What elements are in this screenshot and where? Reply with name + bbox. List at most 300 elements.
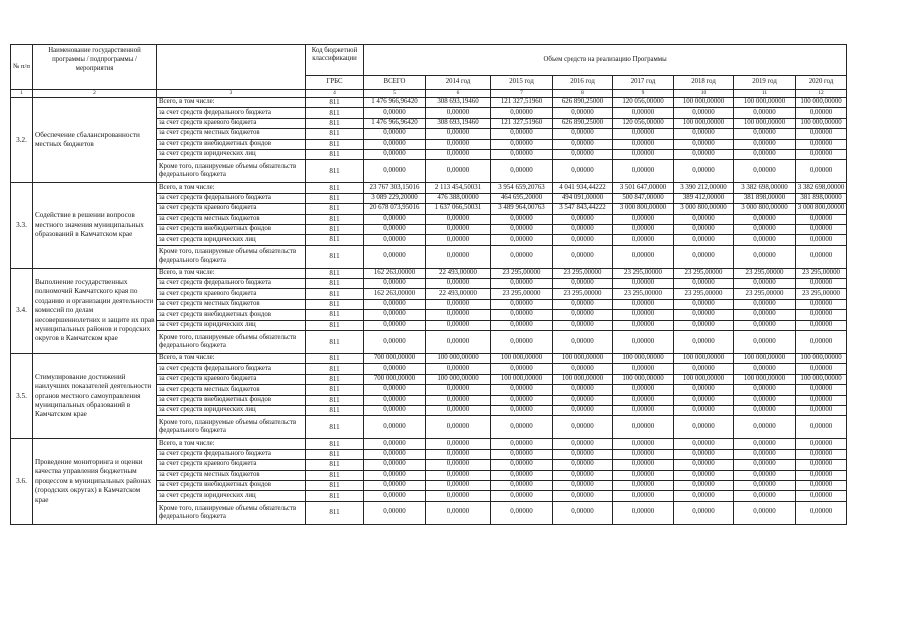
amount-2017: 0,00000	[613, 149, 674, 159]
amount-2017: 0,00000	[613, 139, 674, 149]
funding-source-label: Кроме того, планируемые объемы обязательств федерального бюджета	[157, 331, 306, 354]
amount-2016: 0,00000	[553, 320, 613, 330]
funding-source-label: за счет средств федерального бюджета	[157, 193, 306, 203]
grbs-code: 811	[306, 160, 364, 183]
header-year-2015: 2015 год	[491, 76, 553, 90]
amount-total: 3 089 229,20000	[364, 193, 426, 203]
funding-source-label: за счет средств краевого бюджета	[157, 460, 306, 470]
amount-2016: 3 547 843,44222	[553, 204, 613, 214]
table-body	[11, 98, 847, 525]
grbs-code: 811	[306, 183, 364, 193]
amount-2016: 0,00000	[553, 214, 613, 224]
amount-2017: 0,00000	[613, 235, 674, 245]
funding-source-label: за счет средств юридических лиц	[157, 320, 306, 330]
amount-2014: 0,00000	[426, 501, 491, 524]
amount-2017: 500 847,00000	[613, 193, 674, 203]
amount-2018: 3 000 800,00000	[674, 204, 734, 214]
grbs-code: 811	[306, 331, 364, 354]
amount-2015: 0,00000	[491, 491, 553, 501]
amount-2019: 0,00000	[734, 310, 796, 320]
amount-2014: 2 113 454,50031	[426, 183, 491, 193]
amount-2019: 0,00000	[734, 279, 796, 289]
amount-2020: 0,00000	[796, 108, 847, 118]
amount-2014: 100 000,00000	[426, 354, 491, 364]
amount-2018: 0,00000	[674, 449, 734, 459]
funding-source-label: Кроме того, планируемые объемы обязательств федерального бюджета	[157, 416, 306, 439]
column-number: 6	[426, 90, 491, 98]
header-total: ВСЕГО	[364, 76, 426, 90]
amount-2019: 0,00000	[734, 214, 796, 224]
amount-2016: 626 890,25000	[553, 98, 613, 108]
amount-2014: 100 000,00000	[426, 374, 491, 384]
amount-2018: 0,00000	[674, 235, 734, 245]
column-number-row	[11, 90, 847, 98]
amount-2019: 0,00000	[734, 405, 796, 415]
amount-total: 0,00000	[364, 395, 426, 405]
amount-total: 0,00000	[364, 149, 426, 159]
amount-total: 0,00000	[364, 320, 426, 330]
amount-2017: 0,00000	[613, 214, 674, 224]
amount-2019: 0,00000	[734, 139, 796, 149]
amount-2018: 0,00000	[674, 224, 734, 234]
amount-2020: 0,00000	[796, 480, 847, 490]
funding-source-label: за счет средств федерального бюджета	[157, 279, 306, 289]
amount-2015: 100 000,00000	[491, 374, 553, 384]
amount-total: 0,00000	[364, 214, 426, 224]
amount-2020: 0,00000	[796, 405, 847, 415]
funding-source-label: Всего, в том числе:	[157, 268, 306, 278]
amount-2019: 0,00000	[734, 129, 796, 139]
amount-2016: 0,00000	[553, 299, 613, 309]
grbs-code: 811	[306, 320, 364, 330]
amount-2020: 0,00000	[796, 416, 847, 439]
amount-2017: 0,00000	[613, 470, 674, 480]
amount-2015: 0,00000	[491, 320, 553, 330]
funding-source-label: за счет средств местных бюджетов	[157, 470, 306, 480]
amount-2018: 0,00000	[674, 364, 734, 374]
amount-2016: 0,00000	[553, 108, 613, 118]
grbs-code: 811	[306, 245, 364, 268]
column-number: 3	[157, 90, 306, 98]
amount-total: 0,00000	[364, 449, 426, 459]
amount-2020: 0,00000	[796, 310, 847, 320]
amount-2015: 0,00000	[491, 480, 553, 490]
amount-2020: 23 295,00000	[796, 289, 847, 299]
amount-2020: 100 000,00000	[796, 98, 847, 108]
amount-2014: 0,00000	[426, 385, 491, 395]
grbs-code: 811	[306, 501, 364, 524]
grbs-code: 811	[306, 460, 364, 470]
grbs-code: 811	[306, 395, 364, 405]
grbs-code: 811	[306, 289, 364, 299]
table-row	[11, 98, 847, 108]
amount-total: 1 476 966,96420	[364, 98, 426, 108]
amount-total: 0,00000	[364, 224, 426, 234]
amount-2018: 0,00000	[674, 310, 734, 320]
amount-2014: 0,00000	[426, 149, 491, 159]
grbs-code: 811	[306, 214, 364, 224]
amount-2019: 0,00000	[734, 224, 796, 234]
amount-2014: 0,00000	[426, 279, 491, 289]
amount-2019: 0,00000	[734, 501, 796, 524]
amount-2019: 0,00000	[734, 299, 796, 309]
amount-2018: 0,00000	[674, 139, 734, 149]
amount-2018: 0,00000	[674, 149, 734, 159]
amount-2014: 0,00000	[426, 439, 491, 449]
amount-2016: 0,00000	[553, 129, 613, 139]
amount-2015: 0,00000	[491, 129, 553, 139]
amount-2014: 0,00000	[426, 320, 491, 330]
funding-source-label: Всего, в том числе:	[157, 354, 306, 364]
amount-2019: 0,00000	[734, 235, 796, 245]
amount-2015: 0,00000	[491, 279, 553, 289]
amount-2017: 0,00000	[613, 279, 674, 289]
grbs-code: 811	[306, 268, 364, 278]
amount-2020: 3 382 698,00000	[796, 183, 847, 193]
amount-total: 0,00000	[364, 129, 426, 139]
amount-2017: 0,00000	[613, 385, 674, 395]
amount-2015: 0,00000	[491, 310, 553, 320]
amount-total: 700 000,00000	[364, 374, 426, 384]
amount-2018: 0,00000	[674, 108, 734, 118]
grbs-code: 811	[306, 193, 364, 203]
amount-2014: 308 693,19460	[426, 118, 491, 128]
amount-2018: 0,00000	[674, 299, 734, 309]
amount-total: 162 263,00000	[364, 268, 426, 278]
funding-source-label: за счет средств внебюджетных фондов	[157, 395, 306, 405]
grbs-code: 811	[306, 310, 364, 320]
amount-2017: 0,00000	[613, 245, 674, 268]
amount-2018: 100 000,00000	[674, 374, 734, 384]
amount-2015: 0,00000	[491, 245, 553, 268]
amount-2019: 0,00000	[734, 364, 796, 374]
table-row	[11, 354, 847, 364]
funding-source-label: за счет средств федерального бюджета	[157, 449, 306, 459]
funding-source-label: за счет средств внебюджетных фондов	[157, 310, 306, 320]
grbs-code: 811	[306, 118, 364, 128]
amount-2019: 0,00000	[734, 160, 796, 183]
amount-2016: 0,00000	[553, 224, 613, 234]
amount-2018: 389 412,00000	[674, 193, 734, 203]
column-number: 4	[306, 90, 364, 98]
amount-2014: 0,00000	[426, 299, 491, 309]
amount-2018: 0,00000	[674, 470, 734, 480]
amount-2020: 0,00000	[796, 460, 847, 470]
amount-2018: 0,00000	[674, 245, 734, 268]
funding-source-label: за счет средств юридических лиц	[157, 405, 306, 415]
amount-2016: 0,00000	[553, 364, 613, 374]
amount-2019: 0,00000	[734, 470, 796, 480]
amount-2019: 3 382 698,00000	[734, 183, 796, 193]
amount-2016: 0,00000	[553, 160, 613, 183]
amount-2017: 3 501 647,00000	[613, 183, 674, 193]
amount-2017: 0,00000	[613, 501, 674, 524]
column-number: 1	[11, 90, 33, 98]
amount-total: 0,00000	[364, 108, 426, 118]
section-number: 3.6.	[11, 439, 33, 524]
amount-2014: 476 388,00000	[426, 193, 491, 203]
amount-2017: 0,00000	[613, 491, 674, 501]
amount-2020: 381 898,00000	[796, 193, 847, 203]
funding-source-label: за счет средств федерального бюджета	[157, 364, 306, 374]
amount-total: 0,00000	[364, 439, 426, 449]
amount-2015: 0,00000	[491, 501, 553, 524]
header-number: № п/п	[11, 45, 33, 90]
amount-2016: 0,00000	[553, 460, 613, 470]
amount-2020: 0,00000	[796, 320, 847, 330]
funding-source-label: за счет средств краевого бюджета	[157, 118, 306, 128]
amount-total: 0,00000	[364, 331, 426, 354]
amount-2018: 0,00000	[674, 416, 734, 439]
amount-2020: 100 000,00000	[796, 118, 847, 128]
column-number: 5	[364, 90, 426, 98]
amount-2017: 0,00000	[613, 449, 674, 459]
amount-total: 0,00000	[364, 405, 426, 415]
funding-source-label: за счет средств юридических лиц	[157, 235, 306, 245]
amount-2016: 0,00000	[553, 491, 613, 501]
amount-2018: 0,00000	[674, 501, 734, 524]
amount-2020: 0,00000	[796, 491, 847, 501]
amount-2015: 0,00000	[491, 405, 553, 415]
amount-2017: 0,00000	[613, 331, 674, 354]
grbs-code: 811	[306, 108, 364, 118]
grbs-code: 811	[306, 354, 364, 364]
amount-2014: 0,00000	[426, 310, 491, 320]
grbs-code: 811	[306, 224, 364, 234]
amount-2017: 0,00000	[613, 460, 674, 470]
grbs-code: 811	[306, 279, 364, 289]
amount-2020: 0,00000	[796, 129, 847, 139]
amount-2015: 0,00000	[491, 214, 553, 224]
grbs-code: 811	[306, 149, 364, 159]
amount-2017: 0,00000	[613, 395, 674, 405]
section-number: 3.2.	[11, 98, 33, 183]
amount-2017: 23 295,00000	[613, 289, 674, 299]
amount-total: 162 263,00000	[364, 289, 426, 299]
amount-2015: 0,00000	[491, 224, 553, 234]
amount-2016: 0,00000	[553, 470, 613, 480]
section-number: 3.5.	[11, 354, 33, 439]
amount-2017: 0,00000	[613, 405, 674, 415]
column-number: 7	[491, 90, 553, 98]
table-row	[11, 439, 847, 449]
amount-2017: 0,00000	[613, 416, 674, 439]
funding-source-label: за счет средств юридических лиц	[157, 491, 306, 501]
amount-2015: 0,00000	[491, 160, 553, 183]
header-year-2018: 2018 год	[674, 76, 734, 90]
amount-2015: 0,00000	[491, 149, 553, 159]
table-row	[11, 183, 847, 193]
amount-total: 20 678 073,95016	[364, 204, 426, 214]
amount-2019: 0,00000	[734, 395, 796, 405]
amount-2017: 0,00000	[613, 108, 674, 118]
amount-2017: 0,00000	[613, 310, 674, 320]
amount-2019: 0,00000	[734, 449, 796, 459]
amount-total: 0,00000	[364, 385, 426, 395]
funding-source-label: Кроме того, планируемые объемы обязательств федерального бюджета	[157, 245, 306, 268]
amount-2020: 0,00000	[796, 245, 847, 268]
amount-2019: 0,00000	[734, 245, 796, 268]
funding-source-label: за счет средств местных бюджетов	[157, 299, 306, 309]
amount-2019: 23 295,00000	[734, 268, 796, 278]
funding-source-label: за счет средств местных бюджетов	[157, 129, 306, 139]
header-grbs: ГРБС	[306, 76, 364, 90]
amount-2019: 0,00000	[734, 331, 796, 354]
amount-2020: 0,00000	[796, 139, 847, 149]
amount-2016: 23 295,00000	[553, 289, 613, 299]
grbs-code: 811	[306, 449, 364, 459]
column-number: 10	[674, 90, 734, 98]
amount-2017: 0,00000	[613, 224, 674, 234]
amount-2014: 0,00000	[426, 235, 491, 245]
amount-2020: 0,00000	[796, 449, 847, 459]
amount-2018: 0,00000	[674, 405, 734, 415]
amount-2014: 0,00000	[426, 449, 491, 459]
amount-2015: 0,00000	[491, 299, 553, 309]
amount-2014: 0,00000	[426, 214, 491, 224]
amount-2020: 0,00000	[796, 299, 847, 309]
grbs-code: 811	[306, 416, 364, 439]
amount-total: 23 767 303,15016	[364, 183, 426, 193]
grbs-code: 811	[306, 139, 364, 149]
section-name: Проведение мониторинга и оценки качества управления бюджетным процессом в муниципальных районах (городских округах) в Камчатском крае	[33, 439, 157, 524]
amount-2019: 100 000,00000	[734, 374, 796, 384]
funding-source-label: за счет средств краевого бюджета	[157, 204, 306, 214]
column-number: 9	[613, 90, 674, 98]
budget-table	[10, 44, 847, 525]
amount-2015: 0,00000	[491, 108, 553, 118]
amount-2019: 0,00000	[734, 491, 796, 501]
funding-source-label: за счет средств местных бюджетов	[157, 214, 306, 224]
amount-2014: 0,00000	[426, 405, 491, 415]
grbs-code: 811	[306, 235, 364, 245]
amount-2018: 0,00000	[674, 395, 734, 405]
amount-2014: 0,00000	[426, 139, 491, 149]
amount-2015: 3 489 964,00763	[491, 204, 553, 214]
amount-2014: 0,00000	[426, 160, 491, 183]
amount-2019: 100 000,00000	[734, 98, 796, 108]
amount-2019: 3 000 800,00000	[734, 204, 796, 214]
amount-2020: 0,00000	[796, 235, 847, 245]
amount-total: 0,00000	[364, 245, 426, 268]
grbs-code: 811	[306, 491, 364, 501]
amount-2019: 100 000,00000	[734, 354, 796, 364]
header-year-2020: 2020 год	[796, 76, 847, 90]
amount-2018: 0,00000	[674, 129, 734, 139]
amount-2016: 0,00000	[553, 149, 613, 159]
amount-2018: 0,00000	[674, 279, 734, 289]
funding-source-label: Всего, в том числе:	[157, 439, 306, 449]
grbs-code: 811	[306, 439, 364, 449]
amount-2018: 0,00000	[674, 460, 734, 470]
amount-2017: 100 000,00000	[613, 374, 674, 384]
amount-2016: 23 295,00000	[553, 268, 613, 278]
amount-2017: 0,00000	[613, 320, 674, 330]
amount-total: 0,00000	[364, 416, 426, 439]
amount-2015: 23 295,00000	[491, 268, 553, 278]
amount-2018: 100 000,00000	[674, 118, 734, 128]
amount-total: 0,00000	[364, 299, 426, 309]
amount-2017: 100 000,00000	[613, 354, 674, 364]
amount-2017: 23 295,00000	[613, 268, 674, 278]
amount-2014: 0,00000	[426, 460, 491, 470]
amount-2020: 0,00000	[796, 501, 847, 524]
amount-2016: 0,00000	[553, 405, 613, 415]
amount-total: 0,00000	[364, 139, 426, 149]
amount-2018: 0,00000	[674, 480, 734, 490]
amount-total: 0,00000	[364, 480, 426, 490]
amount-2019: 23 295,00000	[734, 289, 796, 299]
amount-2015: 0,00000	[491, 416, 553, 439]
amount-2014: 0,00000	[426, 480, 491, 490]
amount-2015: 3 954 659,20763	[491, 183, 553, 193]
amount-2014: 0,00000	[426, 491, 491, 501]
column-number: 8	[553, 90, 613, 98]
section-number: 3.4.	[11, 268, 33, 353]
amount-2020: 0,00000	[796, 149, 847, 159]
amount-2014: 1 637 066,50031	[426, 204, 491, 214]
amount-2019: 0,00000	[734, 416, 796, 439]
header-year-2016: 2016 год	[553, 76, 613, 90]
funding-source-label: за счет средств внебюджетных фондов	[157, 224, 306, 234]
funding-source-label: за счет средств краевого бюджета	[157, 289, 306, 299]
amount-total: 0,00000	[364, 501, 426, 524]
amount-2015: 0,00000	[491, 470, 553, 480]
amount-2017: 3 000 800,00000	[613, 204, 674, 214]
amount-2019: 0,00000	[734, 149, 796, 159]
funding-source-label: Кроме того, планируемые объемы обязательств федерального бюджета	[157, 160, 306, 183]
amount-total: 0,00000	[364, 460, 426, 470]
amount-2016: 0,00000	[553, 480, 613, 490]
grbs-code: 811	[306, 364, 364, 374]
amount-2020: 3 000 800,00000	[796, 204, 847, 214]
amount-2019: 381 898,00000	[734, 193, 796, 203]
amount-2016: 4 041 934,44222	[553, 183, 613, 193]
amount-2020: 23 295,00000	[796, 268, 847, 278]
amount-2017: 0,00000	[613, 160, 674, 183]
amount-2014: 0,00000	[426, 245, 491, 268]
grbs-code: 811	[306, 299, 364, 309]
amount-2016: 0,00000	[553, 139, 613, 149]
amount-2015: 0,00000	[491, 331, 553, 354]
amount-2017: 0,00000	[613, 129, 674, 139]
grbs-code: 811	[306, 385, 364, 395]
amount-2014: 0,00000	[426, 331, 491, 354]
section-name: Выполнение государственных полномочий Камчатского края по созданию и организации деятельности комиссий по делам несовершеннолетних и защите их прав муниципальных районов и городских округов в Камчатском крае	[33, 268, 157, 353]
amount-2015: 464 695,20000	[491, 193, 553, 203]
amount-2017: 0,00000	[613, 439, 674, 449]
amount-2016: 0,00000	[553, 439, 613, 449]
column-number: 2	[33, 90, 157, 98]
amount-2017: 120 056,00000	[613, 118, 674, 128]
amount-2018: 23 295,00000	[674, 289, 734, 299]
amount-2015: 0,00000	[491, 364, 553, 374]
section-name: Обеспечение сбалансированности местных бюджетов	[33, 98, 157, 183]
amount-total: 700 000,00000	[364, 354, 426, 364]
amount-2016: 0,00000	[553, 416, 613, 439]
amount-total: 0,00000	[364, 235, 426, 245]
funding-source-label: за счет средств краевого бюджета	[157, 374, 306, 384]
amount-2015: 121 327,51960	[491, 118, 553, 128]
header-name: Наименование государственной программы / подпрограммы / мероприятия	[33, 45, 157, 90]
grbs-code: 811	[306, 204, 364, 214]
amount-total: 0,00000	[364, 310, 426, 320]
amount-2016: 0,00000	[553, 449, 613, 459]
amount-2015: 0,00000	[491, 439, 553, 449]
funding-source-label: за счет средств внебюджетных фондов	[157, 139, 306, 149]
amount-2016: 626 890,25000	[553, 118, 613, 128]
amount-total: 0,00000	[364, 364, 426, 374]
